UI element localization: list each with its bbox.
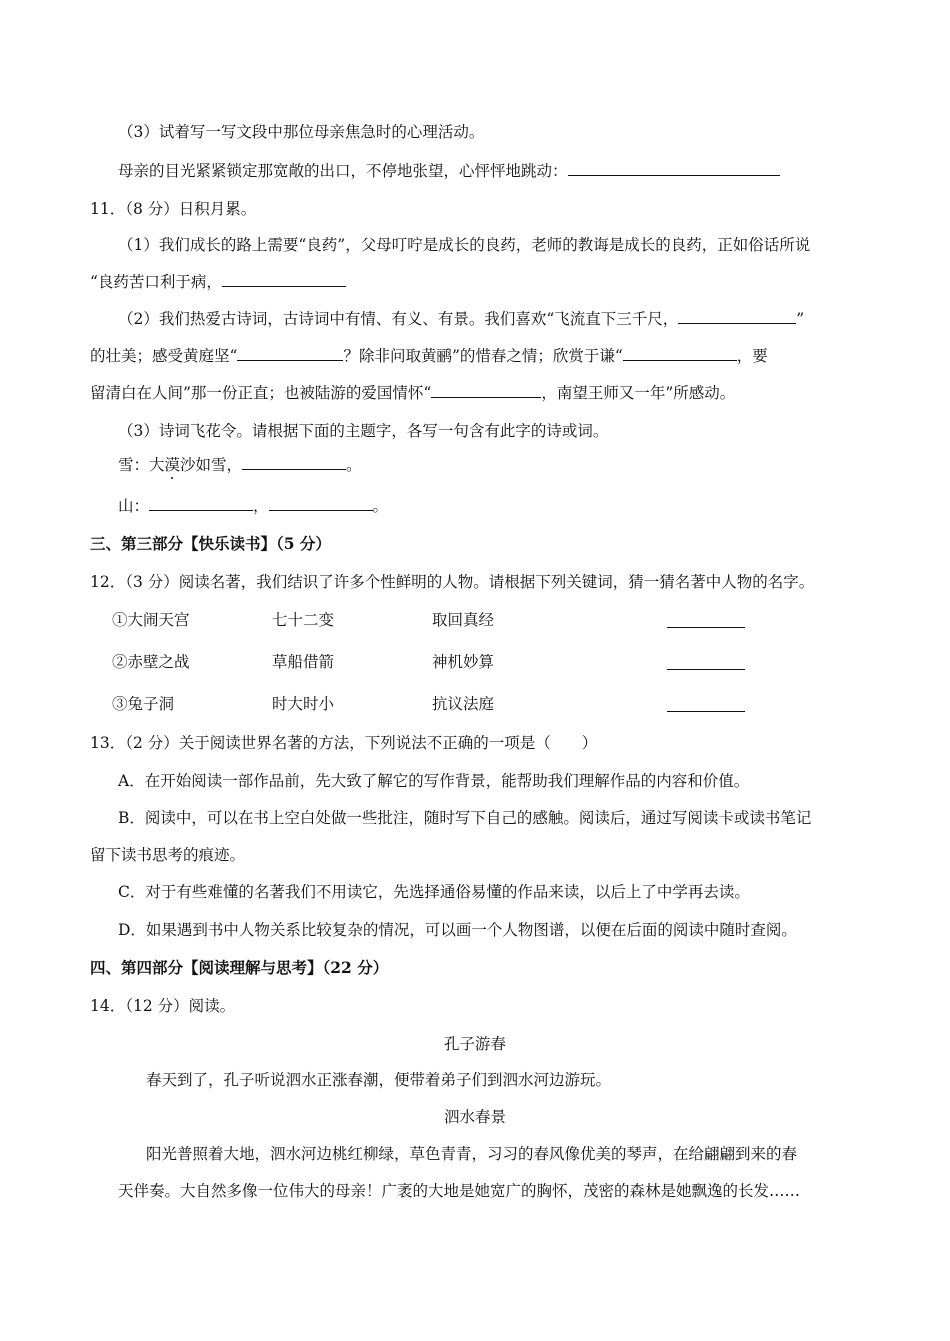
answer-blank[interactable] [667, 697, 745, 712]
q11-s2-text-a: （2）我们热爱古诗词，古诗词中有情、有义、有景。我们喜欢“飞流直下三千尺， [118, 310, 679, 328]
snow-dotted-char: 漠 [164, 456, 181, 474]
q11-s3-prompt: （3）诗词飞花令。请根据下面的主题字，各写一句含有此字的诗或词。 [118, 422, 609, 440]
q13-option-b-line2: 留下读书思考的痕迹。 [90, 846, 246, 864]
q12-keyword: ①大闹天宫 [112, 611, 190, 629]
answer-blank[interactable] [568, 161, 780, 176]
q11-s2-text-e: ，要 [736, 347, 768, 365]
q11-s1-text: “良药苦口利于病， [90, 273, 222, 291]
part4-heading: 四、第四部分【阅读理解与思考】（22 分） [90, 958, 389, 977]
q13-option-b-line1: B．阅读中，可以在书上空白处做一些批注，随时写下自己的感触。阅读后，通过写阅读卡或读书笔记 [118, 809, 812, 827]
answer-blank[interactable] [242, 455, 346, 470]
answer-blank[interactable] [237, 346, 343, 361]
q13-option-c: C．对于有些难懂的名著我们不用读它，先选择通俗易懂的作品来读，以后上了中学再去读。 [118, 883, 750, 901]
snow-text-end: 。 [346, 456, 362, 474]
mountain-sep: ， [253, 497, 269, 515]
q11-s2-text-f: 留清白在人间”那一份正直；也被陆游的爱国情怀“ [90, 384, 432, 402]
answer-blank[interactable] [667, 655, 745, 670]
q11-mountain-line [118, 496, 388, 516]
q12-keyword: 草船借箭 [272, 653, 335, 671]
q12-keyword: 抗议法庭 [432, 695, 495, 713]
q11-s2-text-b: ” [796, 310, 805, 328]
snow-text-b: 沙如雪， [180, 456, 243, 474]
answer-blank[interactable] [269, 496, 373, 511]
snow-text-a: 雪：大 [118, 456, 165, 474]
q10-sub3-text: 母亲的目光紧紧锁定那宽敞的出口，不停地张望，心怦怦地跳动： [118, 162, 568, 180]
passage-paragraph-line2: 天伴奏。大自然多像一位伟大的母亲！广袤的大地是她宽广的胸怀，茂密的森林是她飘逸的长发…… [118, 1182, 801, 1200]
answer-blank[interactable] [149, 496, 253, 511]
q13-option-a: A．在开始阅读一部作品前，先大致了解它的写作背景，能帮助我们理解作品的内容和价值。 [118, 772, 750, 790]
q10-sub3-line [118, 161, 780, 181]
q11-snow-line [118, 455, 362, 475]
q12-keyword: 取回真经 [432, 611, 495, 629]
answer-blank[interactable] [222, 272, 346, 287]
q11-s2-text-g: ，南望王师又一年”所感动。 [541, 384, 736, 402]
mountain-text-a: 山： [118, 497, 150, 515]
passage-paragraph: 春天到了，孔子听说泗水正涨春潮，便带着弟子们到泗水河边游玩。 [146, 1071, 612, 1089]
q11-s2-line3 [90, 383, 735, 403]
passage-title: 孔子游春 [443, 1035, 506, 1053]
answer-blank[interactable] [667, 613, 745, 628]
q12-keyword: 时大时小 [272, 695, 335, 713]
q11-s2-line2 [90, 346, 768, 366]
q12-keyword: ②赤壁之战 [112, 653, 190, 671]
q11-s2-line1 [118, 309, 804, 329]
q11-s1-line2 [90, 272, 346, 292]
q12-keyword: 神机妙算 [432, 653, 495, 671]
answer-blank[interactable] [678, 309, 796, 324]
passage-subtitle: 泗水春景 [443, 1108, 506, 1126]
q11-s2-text-d: ？除非问取黄鹂”的惜春之情；欣赏于谦“ [343, 347, 623, 365]
q14-header: 14．（12 分）阅读。 [90, 997, 236, 1015]
q11-header: 11．（8 分）日积月累。 [90, 200, 257, 218]
mountain-text-end: 。 [372, 497, 389, 515]
q11-s1-line1: （1）我们成长的路上需要“良药”，父母叮咛是成长的良药，老师的教诲是成长的良药，正如俗话所说 [118, 236, 811, 254]
q12-keyword: ③兔子洞 [112, 695, 175, 713]
answer-blank[interactable] [623, 346, 737, 361]
answer-blank[interactable] [431, 383, 541, 398]
q11-s2-text-c: 的壮美；感受黄庭坚“ [90, 347, 238, 365]
q12-keyword: 七十二变 [272, 611, 335, 629]
q12-header: 12．（3 分）阅读名著，我们结识了许多个性鲜明的人物。请根据下列关键词，猜一猜名著中人物的名字。 [90, 573, 815, 591]
q13-option-d: D．如果遇到书中人物关系比较复杂的情况，可以画一个人物图谱，以便在后面的阅读中随时查阅。 [118, 921, 797, 939]
q13-header: 13．（2 分）关于阅读世界名著的方法，下列说法不正确的一项是（ ） [90, 734, 598, 752]
part3-heading: 三、第三部分【快乐读书】（5 分） [90, 534, 331, 553]
q10-sub3-prompt: （3）试着写一写文段中那位母亲焦急时的心理活动。 [118, 123, 485, 141]
passage-paragraph-line1: 阳光普照着大地，泗水河边桃红柳绿，草色青青，习习的春风像优美的琴声，在给翩翩到来的春 [146, 1145, 798, 1163]
